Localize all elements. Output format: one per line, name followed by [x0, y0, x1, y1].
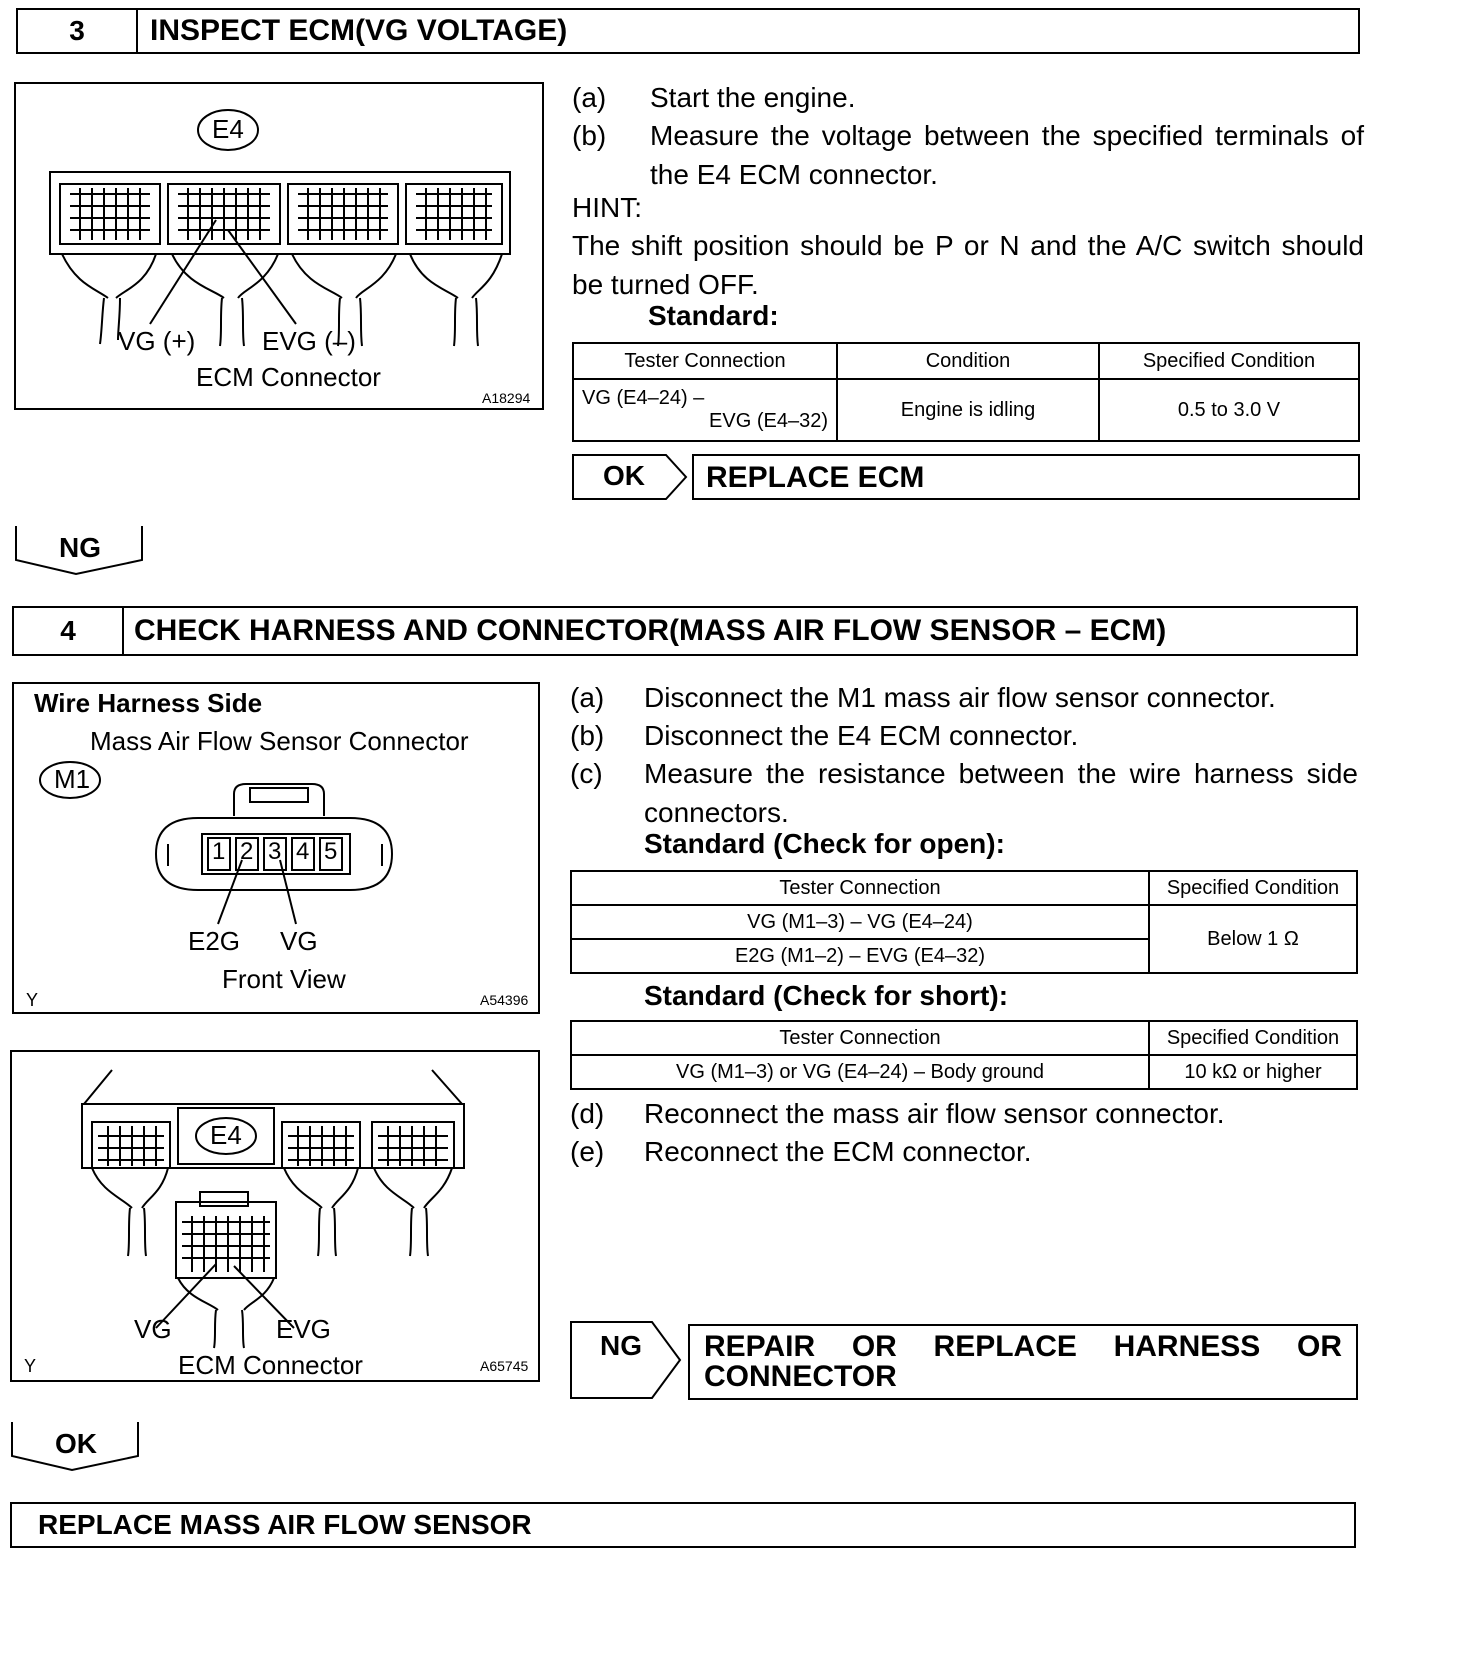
tester-connection-cell: E2G (M1–2) – EVG (E4–32): [571, 939, 1149, 973]
step3-header: [16, 8, 1360, 54]
connector-tag: E4: [212, 114, 244, 144]
step-text: Reconnect the ECM connector.: [644, 1136, 1032, 1167]
ng-label: NG: [600, 1330, 642, 1361]
spec-cell: 0.5 to 3.0 V: [1099, 379, 1359, 441]
tester-connection-cell: VG (M1–3) – VG (E4–24): [571, 905, 1149, 939]
figure-caption: Front View: [222, 964, 346, 994]
condition-cell: Engine is idling: [837, 379, 1099, 441]
ecm-connector-figure: [14, 82, 544, 410]
step-label: (c): [570, 758, 603, 789]
step-text: Start the engine.: [650, 82, 856, 113]
hint-text: The shift position should be P or N and the A/C switch should be turned OFF.: [572, 230, 1364, 300]
step-text: Measure the resistance between the wire harness side connectors.: [644, 758, 1358, 828]
ecm-connector-illustration-2: [12, 1052, 538, 1380]
figure-caption: ECM Connector: [196, 362, 381, 392]
tester-connection-cell: [573, 379, 837, 441]
ok-action-text: REPLACE ECM: [706, 461, 925, 494]
step-label: (a): [572, 82, 607, 113]
step-text: Disconnect the M1 mass air flow sensor connector.: [644, 682, 1276, 713]
ok-branch-step4: [10, 1420, 142, 1472]
pin-2: 2: [240, 838, 254, 865]
open-check-table: [570, 870, 1358, 974]
vg-terminal-label: VG: [280, 926, 318, 956]
standard-label: Standard:: [648, 300, 779, 331]
spec-cell: Below 1 Ω: [1149, 905, 1357, 973]
evg-terminal-label: EVG (–): [262, 326, 356, 356]
final-step-header: [10, 1502, 1356, 1548]
ecm-connector-figure-2: [10, 1050, 540, 1382]
e2g-terminal-label: E2G: [188, 926, 241, 956]
figure-id: A65745: [480, 1358, 529, 1374]
maf-sensor-connector-figure: [12, 682, 540, 1014]
ng-label: NG: [59, 532, 101, 563]
pin-3: 3: [268, 838, 282, 865]
step-text: Reconnect the mass air flow sensor connector.: [644, 1098, 1225, 1129]
pin-5: 5: [324, 838, 338, 865]
evg-terminal-label: EVG: [276, 1314, 331, 1344]
step-label: (a): [570, 682, 605, 713]
short-check-table: [570, 1020, 1358, 1090]
ng-branch-step3: [14, 524, 146, 576]
figure-id: A18294: [482, 390, 531, 406]
ok-label: OK: [603, 460, 645, 491]
vg-terminal-label: VG (+): [118, 326, 196, 356]
voltage-spec-table: [572, 342, 1360, 442]
step-label: (b): [572, 120, 607, 151]
vg-terminal-label: VG: [134, 1314, 172, 1344]
step-number: 4: [14, 608, 124, 654]
tester-connection-cell: VG (M1–3) or VG (E4–24) – Body ground: [571, 1055, 1149, 1089]
ecm-connector-illustration: [16, 84, 542, 408]
ok-result: [572, 452, 1360, 502]
tester-connection-line2: EVG (E4–32): [709, 410, 828, 432]
spec-cell: 10 kΩ or higher: [1149, 1055, 1357, 1089]
standard-short-label: Standard (Check for short):: [644, 980, 1009, 1011]
step3-instruction-b: [572, 116, 1364, 194]
table-header: Tester Connection: [571, 1021, 1149, 1055]
table-header: Tester Connection: [573, 343, 837, 379]
pin-1: 1: [212, 838, 226, 865]
step-label: (b): [570, 720, 605, 751]
ng-action-box: [688, 1324, 1358, 1400]
step-title: CHECK HARNESS AND CONNECTOR(MASS AIR FLOW SENSOR – ECM): [134, 614, 1167, 647]
table-header: Specified Condition: [1099, 343, 1359, 379]
final-step-title: REPLACE MASS AIR FLOW SENSOR: [38, 1509, 532, 1540]
table-header: Condition: [837, 343, 1099, 379]
figure-corner-mark: Y: [24, 1356, 37, 1376]
standard-open-label: Standard (Check for open):: [644, 828, 1005, 859]
step-label: (e): [570, 1136, 605, 1167]
step-text: Disconnect the E4 ECM connector.: [644, 720, 1079, 751]
figure-subheading: Mass Air Flow Sensor Connector: [90, 726, 469, 756]
connector-tag: E4: [210, 1120, 242, 1150]
step-label: (d): [570, 1098, 605, 1129]
step-text: Measure the voltage between the specified terminals of the E4 ECM connector.: [650, 120, 1364, 190]
hint-label: HINT:: [572, 192, 642, 223]
ok-label: OK: [55, 1428, 97, 1459]
figure-caption: ECM Connector: [178, 1350, 363, 1380]
step-number: 3: [18, 10, 138, 52]
table-header: Specified Condition: [1149, 1021, 1357, 1055]
pin-4: 4: [296, 838, 310, 865]
step-title: INSPECT ECM(VG VOLTAGE): [150, 14, 568, 47]
tester-connection-line1: VG (E4–24) –: [582, 387, 705, 409]
ok-action-box: [692, 454, 1360, 500]
table-header: Specified Condition: [1149, 871, 1357, 905]
ng-result: [570, 1320, 1360, 1400]
step4-header: [12, 606, 1358, 656]
table-header: Tester Connection: [571, 871, 1149, 905]
figure-id: A54396: [480, 992, 529, 1008]
figure-corner-mark: Y: [26, 990, 39, 1010]
ng-action-text: REPAIR OR REPLACE HARNESS OR CONNECTOR: [704, 1330, 1342, 1393]
figure-heading: Wire Harness Side: [34, 688, 263, 718]
connector-tag: M1: [54, 764, 91, 794]
